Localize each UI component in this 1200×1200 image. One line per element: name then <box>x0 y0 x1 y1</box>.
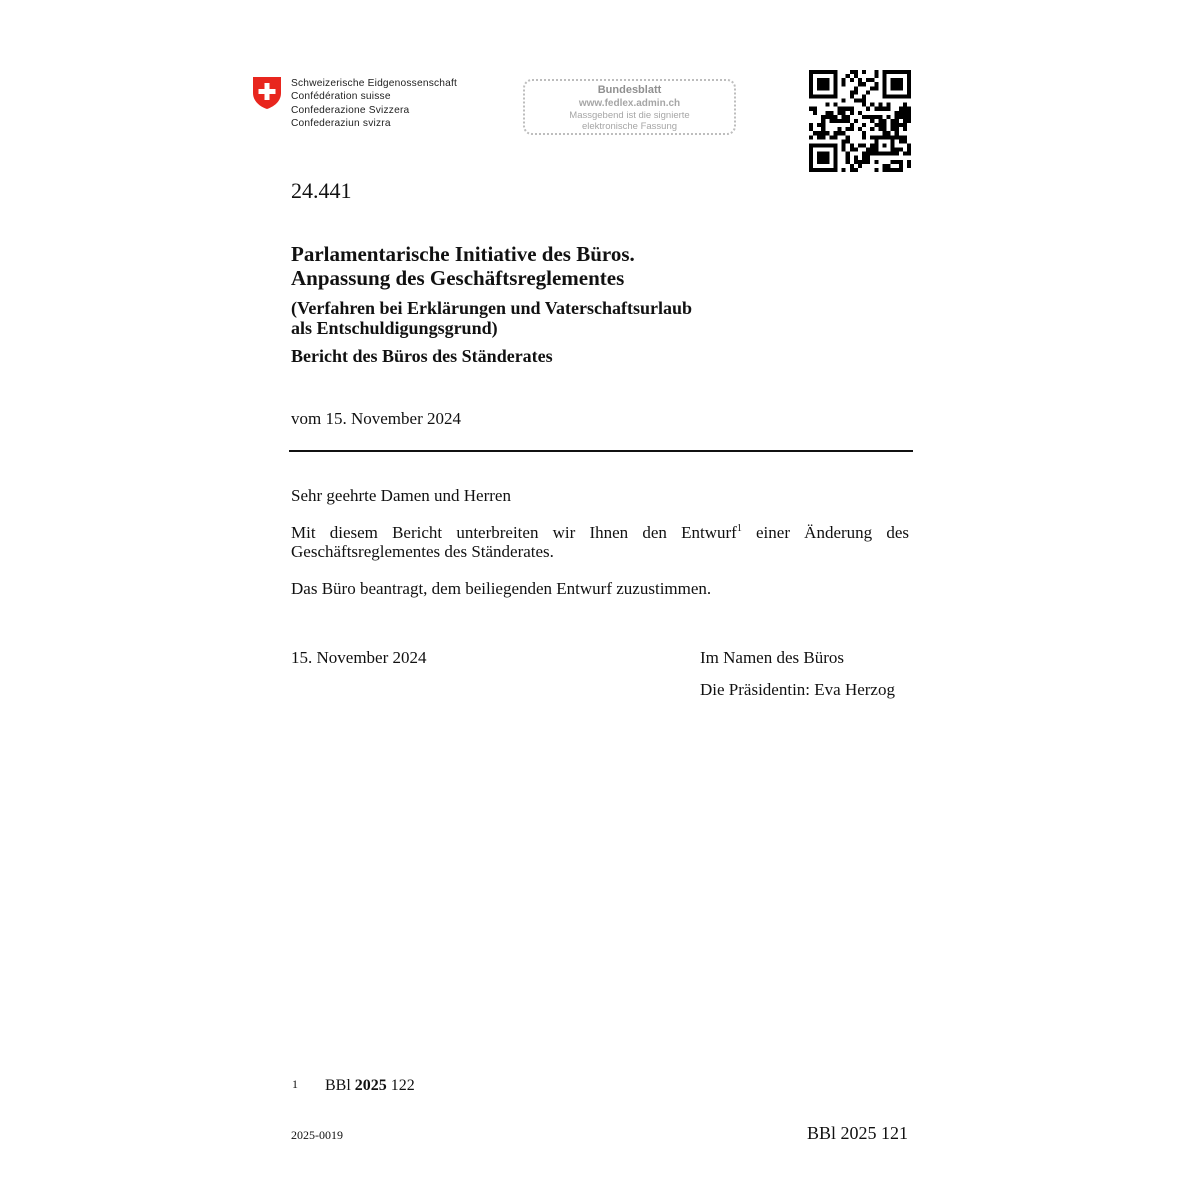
paragraph-2: Das Büro beantragt, dem beiliegenden Entwurf zuzustimmen. <box>291 579 712 598</box>
subtitle-line-2: als Entschuldigungsgrund) <box>291 318 498 338</box>
stamp-url: www.fedlex.admin.ch <box>578 98 681 109</box>
report-title: Bericht des Büros des Ständerates <box>291 346 553 366</box>
signature-line-1: Im Namen des Büros <box>700 648 845 667</box>
confederation-names <box>291 77 457 131</box>
footer-document-code: 2025-0019 <box>291 1128 343 1142</box>
document-number: 24.441 <box>291 178 352 203</box>
title-line-1: Parlamentarische Initiative des Büros. <box>291 242 635 266</box>
paragraph-1-text-end: einer Änderung des Geschäftsreglementes des Ständerates. <box>291 523 909 561</box>
footnote-page: 122 <box>386 1077 415 1094</box>
confederation-name-de: Schweizerische Eidgenossenschaft <box>291 78 458 89</box>
title-line-2: Anpassung des Geschäftsreglementes <box>291 266 625 290</box>
swiss-crest-logo <box>252 76 282 110</box>
signature-line-2: Die Präsidentin: Eva Herzog <box>700 680 895 699</box>
confederation-name-it: Confederazione Svizzera <box>291 104 410 116</box>
paragraph-1 <box>291 523 909 561</box>
greeting: Sehr geehrte Damen und Herren <box>291 486 511 505</box>
bundesblatt-stamp <box>523 79 736 135</box>
document-title <box>291 242 635 290</box>
qr-code <box>809 70 911 172</box>
signature-date: 15. November 2024 <box>291 648 427 667</box>
stamp-note-line2: elektronische Fassung <box>581 121 678 132</box>
document-date: vom 15. November 2024 <box>291 409 461 428</box>
confederation-name-fr: Confédération suisse <box>291 91 391 103</box>
footnote-prefix: BBl <box>325 1077 355 1094</box>
footnote-year: 2025 <box>354 1077 387 1094</box>
divider-rule <box>289 450 913 452</box>
paragraph-1-text-start: Mit diesem Bericht unterbreiten wir Ihnen den Entwurf <box>291 523 737 542</box>
stamp-note-line1: Massgebend ist die signierte <box>569 110 690 121</box>
footnote-reference[interactable]: 1 <box>736 523 742 534</box>
document-subtitle <box>291 298 692 338</box>
footer-page-reference: BBl 2025 121 <box>807 1123 909 1143</box>
subtitle-line-1: (Verfahren bei Erklärungen und Vaterschaftsurlaub <box>291 298 693 318</box>
stamp-title: Bundesblatt <box>597 84 662 96</box>
footnote-number: 1 <box>292 1077 298 1091</box>
confederation-name-rm: Confederaziun svizra <box>291 118 391 130</box>
footnote-text[interactable] <box>325 1077 415 1095</box>
